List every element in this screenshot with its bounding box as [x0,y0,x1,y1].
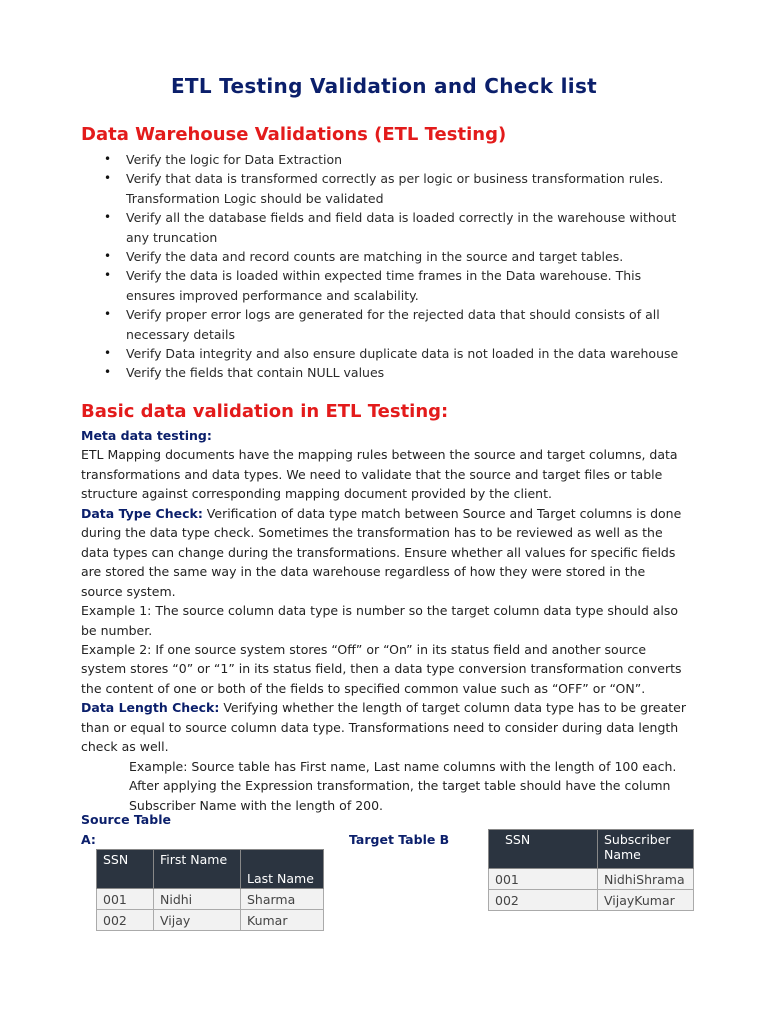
source-table-label-a: A: [81,832,96,847]
cell-subscriber-name: NidhiShrama [598,869,694,890]
table-row [97,889,324,910]
target-table-label: Target Table B [349,832,450,847]
cell-ssn: 002 [97,910,154,931]
list-item: • Verify all the database fields and field data is loaded correctly in the warehouse without any truncation [104,208,694,247]
cell-ssn: 001 [489,869,598,890]
meta-data-paragraph: ETL Mapping documents have the mapping rules between the source and target columns, data transformations and data types. We need to validate that the source and target files or table structure against corresponding mapping document provided by the client. [81,447,678,502]
list-item: • Verify the data and record counts are matching in the source and target tables. [104,247,694,266]
data-length-check-label: Data Length Check: [81,700,220,716]
list-item: • Verify the logic for Data Extraction [104,150,694,169]
section-heading-basic-validation: Basic data validation in ETL Testing: [81,401,449,422]
section-heading-dw-validations: Data Warehouse Validations (ETL Testing) [81,124,507,145]
cell-subscriber-name: VijayKumar [598,890,694,911]
cell-last-name: Sharma [241,889,324,910]
cell-last-name: Kumar [241,910,324,931]
source-table [96,849,324,931]
table-row [489,869,694,890]
example-2: Example 2: If one source system stores “Off” or “On” in its status field and another source system stores “0” or “1” in its status field, then a data type conversion transformation converts the content of one or both of the fields to specified common value such as “OFF” or “ON”. [81,641,682,696]
column-header-ssn: SSN [97,850,154,889]
cell-first-name: Nidhi [154,889,241,910]
column-header-ssn: SSN [489,830,598,869]
example-1: Example 1: The source column data type is number so the target column data type should also be number. [81,603,679,638]
data-type-check-text: Verification of data type match between Source and Target columns is done during the data type check. Sometimes the transformation has to be reviewed as well as the data types can change during the transformations. Ensure whether all values for specific fields are stored the same way in the data warehouse regardless of how they were stored in the source system. [81,505,682,599]
cell-ssn: 001 [97,889,154,910]
list-item: • Verify that data is transformed correctly as per logic or business transformation rules. Transformation Logic should be validated [104,169,694,208]
list-item: • Verify proper error logs are generated for the rejected data that should consists of all necessary details [104,305,694,344]
body-text [81,426,689,815]
table-header-row [97,850,324,889]
list-item: • Verify Data integrity and also ensure duplicate data is not loaded in the data warehouse [104,344,694,363]
page-title: ETL Testing Validation and Check list [170,74,598,98]
cell-first-name: Vijay [154,910,241,931]
list-item: • Verify the fields that contain NULL values [104,363,694,382]
table-row [97,910,324,931]
cell-ssn: 002 [489,890,598,911]
table-row [489,890,694,911]
data-length-check-text: Verifying whether the length of target column data type has to be greater than or equal to source column data type. Transformations need to consider during data length check as well. [81,700,686,755]
source-table-label: Source Table [81,812,171,827]
column-header-last-name: Last Name [241,850,324,889]
target-table [488,829,694,911]
table-header-row [489,830,694,869]
data-type-check-label: Data Type Check: [81,505,203,521]
column-header-subscriber-name: Subscriber Name [598,830,694,869]
example-3: Example: Source table has First name, Last name columns with the length of 100 each. After applying the Expression transformation, the target table should have the column Subscriber Name with the length of 200. [129,758,677,813]
list-item: • Verify the data is loaded within expected time frames in the Data warehouse. This ensures improved performance and scalability. [104,266,694,305]
validation-bullet-list [104,150,694,383]
meta-data-label: Meta data testing: [81,428,212,443]
column-header-first-name: First Name [154,850,241,889]
